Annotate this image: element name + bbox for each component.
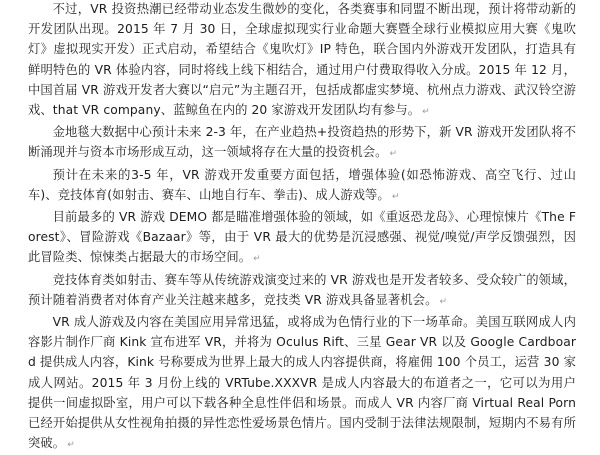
paragraph-vr-demo-experience bbox=[28, 207, 576, 270]
paragraph-investment-forecast bbox=[28, 122, 576, 164]
paragraph-text: 竞技体育类如射击、赛车等从传统游戏演变过来的 VR 游戏也是开发者较多、受众较广的领域，预计随着消费者对体育产业关注越来越多，竞技类 VR 游戏具备显著机会。 bbox=[28, 272, 576, 307]
paragraph-text: 预计在未来的3-5 年，VR 游戏开发重要方面包括，增强体验(如恐怖游戏、高空飞行、过山车)、竞技体育(如射击、赛车、山地自行车、拳击)、成人游戏等。 bbox=[28, 167, 576, 202]
paragraph-text: 不过，VR 投资热潮已经带动业态发生微妙的变化，各类赛事和同盟不断出现，预计将带动新的开发团队出现。2015 年 7 月 30 日，全球虚拟现实行业命题大赛暨全球行业模拟应用大赛《鬼吹灯》虚拟现实开发）正式启动，希望结合《鬼吹灯》IP 特色，联合国内外游戏开发团队，打造具有鲜明特色的 VR 体验内容，同时将线上线下相结合，通过用户付费取得收入分成。2015 年 12 月，中国首届 VR 游戏开发者大赛以“启元”为主题召开，包括成都虚实梦境、杭州点力游戏、武汉铃空游戏、that VR company、蓝鲸鱼在内的 20 家游戏开发团队均有参与。 bbox=[28, 2, 576, 118]
paragraph-mark-icon: ↵ bbox=[391, 191, 400, 202]
paragraph-adult-content bbox=[28, 312, 576, 455]
paragraph-vr-competitions bbox=[28, 0, 576, 122]
paragraph-mark-icon: ↵ bbox=[422, 107, 430, 118]
paragraph-mark-icon: ↵ bbox=[389, 149, 398, 160]
document-page bbox=[28, 0, 576, 455]
paragraph-text: 金地毯大数据中心预计未来 2-3 年，在产业趋热+投资趋热的形势下，新 VR 游戏开发团队将不断涌现并与资本市场形成互动，这一领域将存在大量的投资机会。 bbox=[28, 125, 576, 160]
paragraph-text: VR 成人游戏及内容在美国应用异常迅猛，或将成为色情行业的下一场革命。美国互联网成人内容影片制作厂商 Kink 宣布进军 VR，并将为 Oculus Rift、三星 Gear VR 以及 Google Cardboard 提供成人内容，Kink 号称要成为世界上最大的成人内容提供商，将雇佣 100 个员工，运营 30 家成人网站。2015 年 3 月份上线的 VRTube.XXXVR 是成人内容最大的布道者之一，它可以为用户提供一间虚拟卧室，用户可以下载各种全息性伴侣和场景。而成人 VR 内容厂商 Virtual Real Porn 已经开始提供从女性视角拍摄的异性恋性爱场景色情片。国内受制于法律法规限制，短期内不易有所突破。 bbox=[28, 315, 576, 451]
paragraph-mark-icon: ↵ bbox=[67, 440, 75, 451]
paragraph-text: 目前最多的 VR 游戏 DEMO 都是瞄准增强体验的领域，如《重返恐龙岛》、心理惊悚片《The Forest》、冒险游戏《Bazaar》等，由于 VR 最大的优势是沉浸感强、视觉/嗅觉/声学反馈强烈，因此冒险类、惊悚类占据最大的市场空间。 bbox=[28, 210, 576, 265]
paragraph-competitive-sports bbox=[28, 270, 576, 312]
paragraph-mark-icon: ↵ bbox=[253, 254, 261, 265]
paragraph-development-directions bbox=[28, 165, 576, 207]
paragraph-mark-icon: ↵ bbox=[439, 296, 448, 307]
